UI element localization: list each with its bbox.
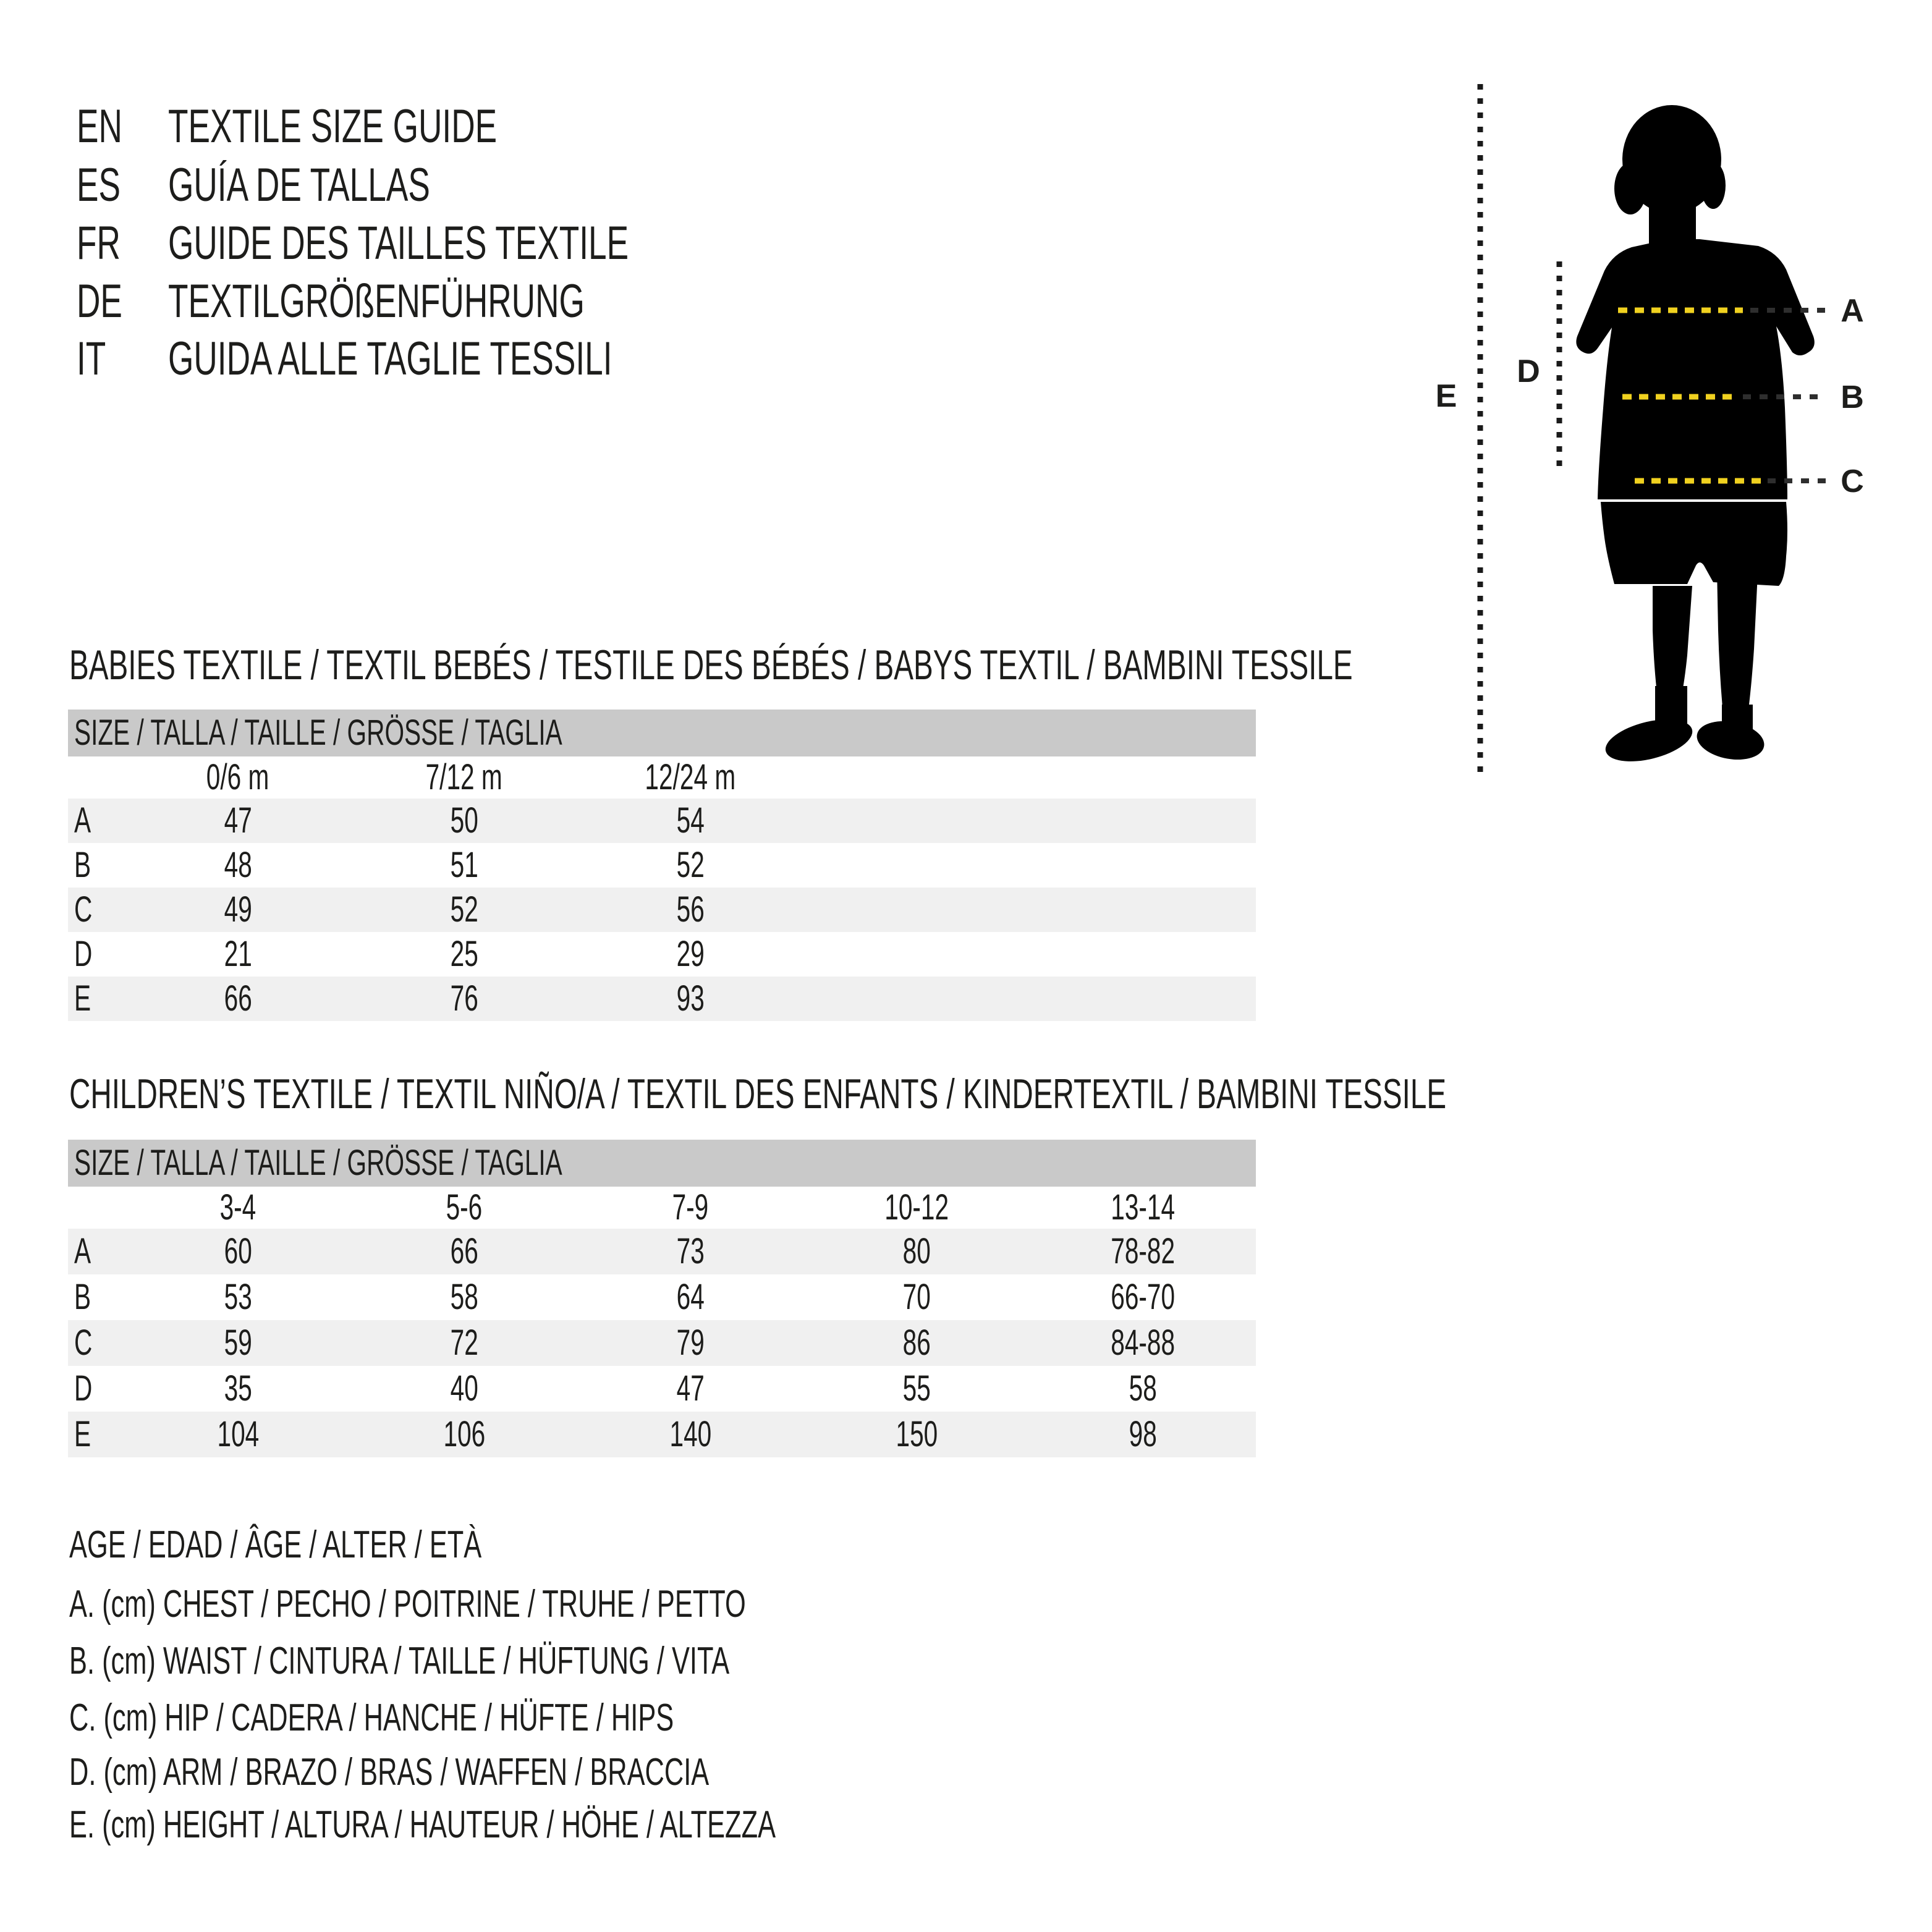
label-c: C	[1841, 464, 1864, 499]
size-value: 29	[676, 934, 705, 974]
language-code: IT	[77, 333, 106, 385]
column-header: 5-6	[446, 1187, 483, 1227]
size-value: 73	[676, 1231, 705, 1271]
size-value: 80	[902, 1231, 931, 1271]
row-label: A	[74, 800, 91, 841]
size-value: 21	[224, 934, 252, 974]
size-value: 47	[676, 1368, 705, 1409]
language-row	[0, 275, 1360, 328]
size-value: 35	[224, 1368, 252, 1409]
size-value: 48	[224, 845, 252, 885]
row-label: B	[74, 845, 91, 885]
size-value: 47	[224, 800, 252, 841]
language-row	[0, 217, 1360, 269]
language-code: EN	[77, 100, 122, 153]
size-value: 66-70	[1111, 1277, 1175, 1317]
column-header: 3-4	[219, 1187, 256, 1227]
language-title: GUIDA ALLE TAGLIE TESSILI	[168, 333, 612, 385]
table-row	[68, 888, 1256, 932]
language-code: FR	[77, 217, 121, 269]
measurement-diagram	[1421, 62, 1932, 810]
babies-column-header-row	[68, 756, 1256, 799]
size-value: 60	[224, 1231, 252, 1271]
legend-line-age: AGE / EDAD / ÂGE / ALTER / ETÀ	[69, 1523, 482, 1566]
column-header-spacer	[68, 756, 125, 799]
size-value: 52	[676, 845, 705, 885]
size-value: 106	[443, 1414, 485, 1454]
language-row	[0, 159, 1360, 211]
language-title: TEXTILGRÖßENFÜHRUNG	[168, 275, 585, 328]
table-row	[68, 799, 1256, 843]
size-value: 66	[450, 1231, 478, 1271]
legend-line-hip: C. (cm) HIP / CADERA / HANCHE / HÜFTE / HIPS	[69, 1697, 674, 1739]
table-row	[68, 1229, 1256, 1274]
row-label: C	[74, 1323, 93, 1363]
size-value: 84-88	[1111, 1323, 1175, 1363]
babies-heading-text: BABIES TEXTILE / TEXTIL BEBÉS / TESTILE DES BÉBÉS / BABYS TEXTIL / BAMBINI TESSILE	[69, 642, 1353, 688]
table-row	[68, 932, 1256, 977]
column-header-spacer	[68, 1187, 125, 1229]
language-title: GUÍA DE TALLAS	[168, 159, 430, 211]
size-value: 51	[450, 845, 478, 885]
legend-line-height: E. (cm) HEIGHT / ALTURA / HAUTEUR / HÖHE / ALTEZZA	[69, 1803, 776, 1846]
children-size-header-bar	[68, 1140, 1256, 1187]
size-value: 58	[450, 1277, 478, 1317]
size-value: 53	[224, 1277, 252, 1317]
size-value: 59	[224, 1323, 252, 1363]
label-e: E	[1435, 378, 1457, 414]
legend-line-arm: D. (cm) ARM / BRAZO / BRAS / WAFFEN / BRACCIA	[69, 1751, 710, 1794]
row-label: D	[74, 934, 93, 974]
table-row	[68, 1412, 1256, 1457]
row-label: E	[74, 978, 91, 1019]
size-value: 40	[450, 1368, 478, 1409]
row-label: A	[74, 1231, 91, 1271]
label-a: A	[1841, 293, 1864, 329]
size-value: 25	[450, 934, 478, 974]
size-value: 86	[902, 1323, 931, 1363]
size-value: 50	[450, 800, 478, 841]
label-d: D	[1517, 354, 1540, 389]
children-section-heading	[69, 1070, 1932, 1117]
row-label: D	[74, 1368, 93, 1409]
size-value: 78-82	[1111, 1231, 1175, 1271]
size-value: 49	[224, 889, 252, 930]
size-value: 79	[676, 1323, 705, 1363]
language-code: ES	[77, 159, 121, 211]
column-header: 0/6 m	[206, 757, 269, 797]
row-label: B	[74, 1277, 91, 1317]
language-row	[0, 333, 1360, 385]
size-value: 58	[1129, 1368, 1157, 1409]
size-value: 66	[224, 978, 252, 1019]
size-value: 104	[217, 1414, 259, 1454]
size-value: 52	[450, 889, 478, 930]
size-value: 140	[669, 1414, 711, 1454]
size-value: 76	[450, 978, 478, 1019]
table-row	[68, 977, 1256, 1021]
table-row	[68, 1366, 1256, 1412]
language-code: DE	[77, 275, 122, 328]
column-header: 7/12 m	[425, 757, 503, 797]
babies-section-heading	[69, 642, 1903, 688]
label-b: B	[1841, 379, 1864, 415]
size-value: 98	[1129, 1414, 1157, 1454]
size-value: 54	[676, 800, 705, 841]
table-row	[68, 1274, 1256, 1320]
language-row	[0, 100, 1360, 153]
column-header: 7-9	[672, 1187, 709, 1227]
table-row	[68, 1320, 1256, 1366]
size-value: 72	[450, 1323, 478, 1363]
size-value: 55	[902, 1368, 931, 1409]
size-value: 70	[902, 1277, 931, 1317]
column-header: 13-14	[1111, 1187, 1175, 1227]
children-size-header-text: SIZE / TALLA / TAILLE / GRÖSSE / TAGLIA	[74, 1143, 562, 1183]
row-label: E	[74, 1414, 91, 1454]
language-title: GUIDE DES TAILLES TEXTILE	[168, 217, 629, 269]
row-label: C	[74, 889, 93, 930]
size-value: 64	[676, 1277, 705, 1317]
column-header: 12/24 m	[645, 757, 736, 797]
children-column-header-row	[68, 1187, 1256, 1229]
babies-size-header-bar	[68, 710, 1256, 756]
babies-size-header-text: SIZE / TALLA / TAILLE / GRÖSSE / TAGLIA	[74, 713, 562, 753]
legend-line-waist: B. (cm) WAIST / CINTURA / TAILLE / HÜFTUNG / VITA	[69, 1640, 730, 1682]
size-value: 93	[676, 978, 705, 1019]
size-value: 56	[676, 889, 705, 930]
size-value: 150	[896, 1414, 938, 1454]
table-row	[68, 843, 1256, 888]
language-title: TEXTILE SIZE GUIDE	[168, 100, 498, 153]
column-header: 10-12	[884, 1187, 949, 1227]
legend-line-chest: A. (cm) CHEST / PECHO / POITRINE / TRUHE / PETTO	[69, 1583, 746, 1625]
children-heading-text: CHILDREN’S TEXTILE / TEXTIL NIÑO/A / TEXTIL DES ENFANTS / KINDERTEXTIL / BAMBINI TESSILE	[69, 1070, 1447, 1117]
